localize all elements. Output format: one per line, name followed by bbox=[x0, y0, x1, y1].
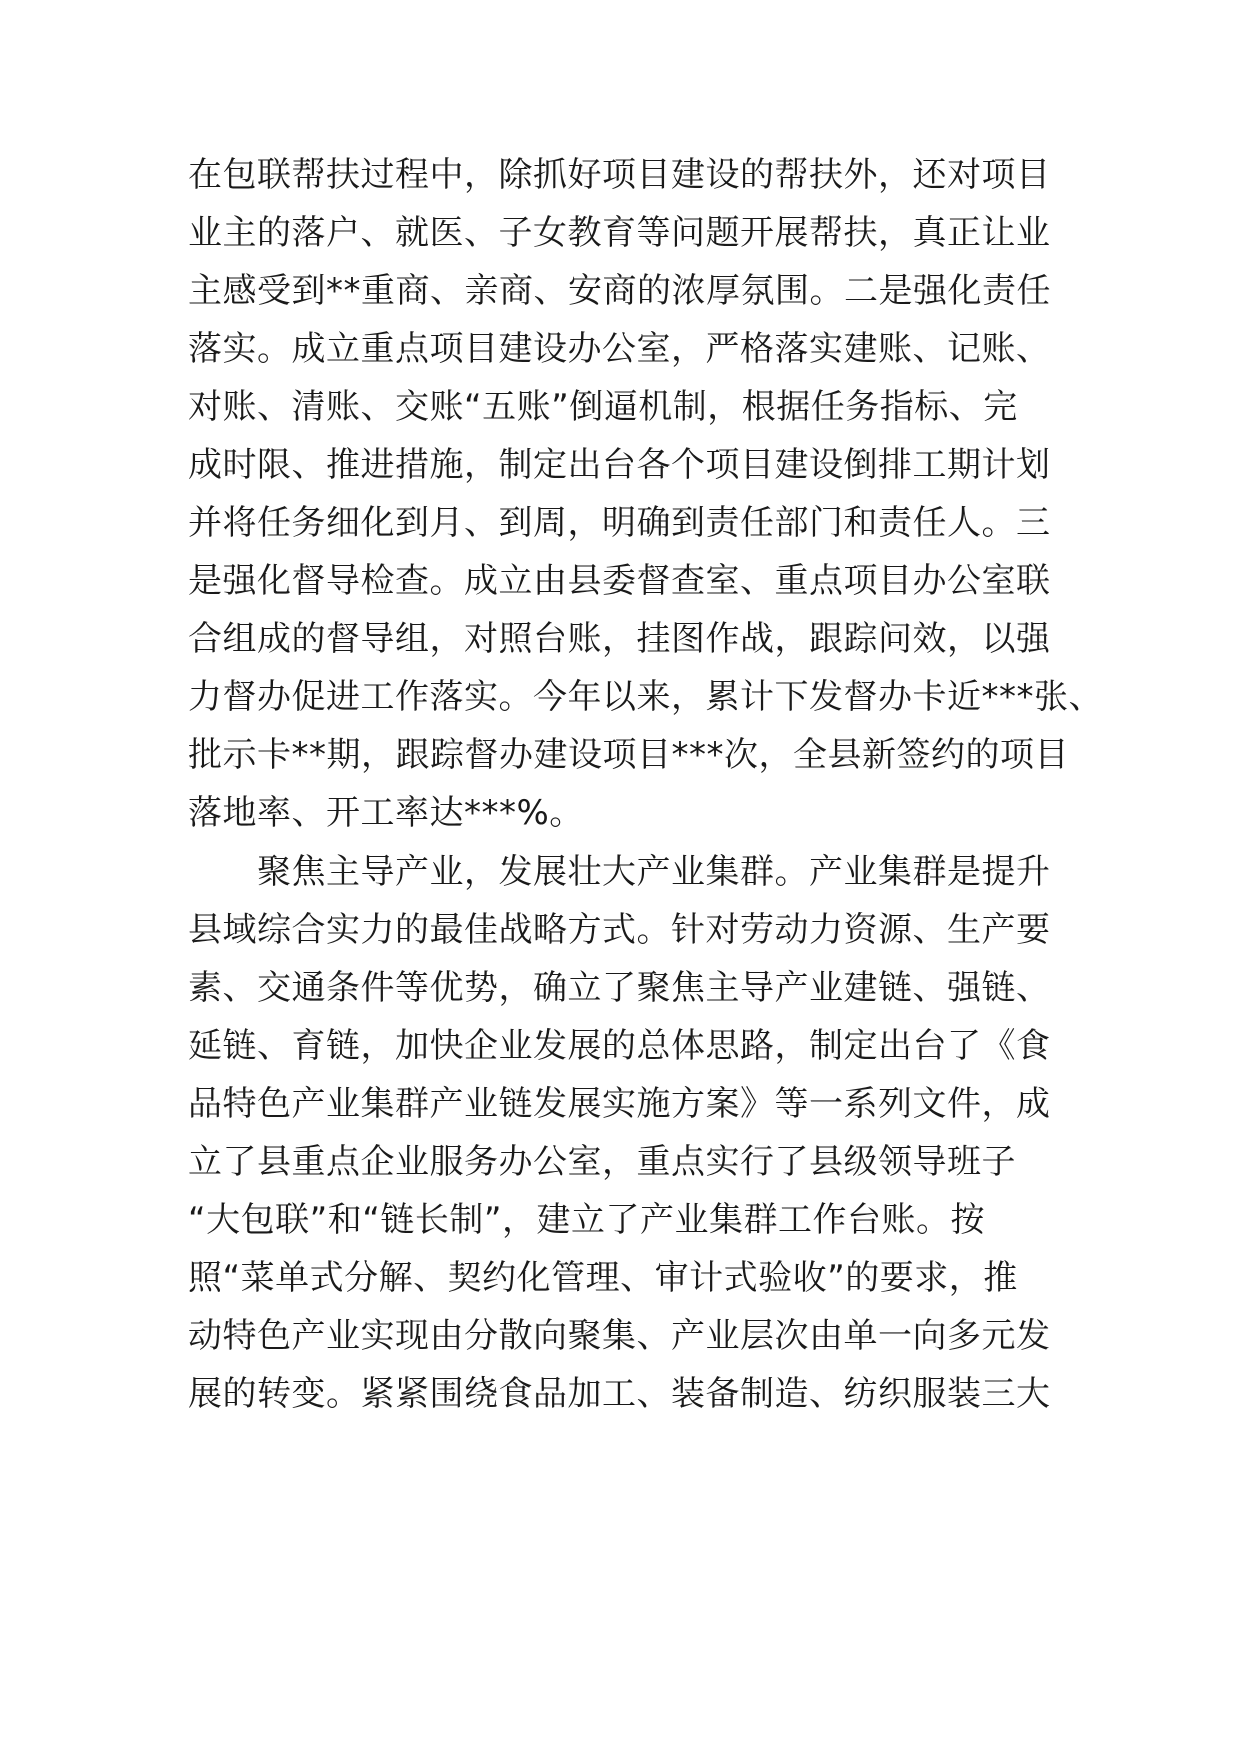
text-line: 业主的落户、就医、子女教育等问题开展帮扶，真正让业 bbox=[188, 213, 1051, 253]
text-line: 合组成的督导组，对照台账，挂图作战，跟踪问效，以强 bbox=[188, 619, 1051, 659]
text-line: 素、交通条件等优势，确立了聚焦主导产业建链、强链、 bbox=[188, 968, 1051, 1008]
text-line: 批示卡**期，跟踪督办建设项目***次，全县新签约的项目 bbox=[188, 735, 1069, 775]
text-line: 立了县重点企业服务办公室，重点实行了县级领导班子 bbox=[188, 1142, 1016, 1182]
text-line: 聚焦主导产业，发展壮大产业集群。产业集群是提升 bbox=[188, 852, 1051, 892]
text-line: 力督办促进工作落实。今年以来，累计下发督办卡近***张、 bbox=[188, 677, 1103, 717]
text-line: 照“菜单式分解、契约化管理、审计式验收”的要求，推 bbox=[188, 1258, 1018, 1298]
text-line: 并将任务细化到月、到周，明确到责任部门和责任人。三 bbox=[188, 503, 1051, 543]
text-line: 落地率、开工率达***%。 bbox=[188, 793, 584, 833]
text-line: 动特色产业实现由分散向聚集、产业层次由单一向多元发 bbox=[188, 1316, 1051, 1356]
text-line: 品特色产业集群产业链发展实施方案》等一系列文件，成 bbox=[188, 1084, 1051, 1124]
text-line: 成时限、推进措施，制定出台各个项目建设倒排工期计划 bbox=[188, 445, 1051, 485]
text-line: 落实。成立重点项目建设办公室，严格落实建账、记账、 bbox=[188, 329, 1051, 369]
text-line: “大包联”和“链长制”，建立了产业集群工作台账。按 bbox=[188, 1200, 985, 1240]
text-line: 延链、育链，加快企业发展的总体思路，制定出台了《食 bbox=[188, 1026, 1051, 1066]
text-line: 主感受到**重商、亲商、安商的浓厚氛围。二是强化责任 bbox=[188, 271, 1051, 311]
text-line: 是强化督导检查。成立由县委督查室、重点项目办公室联 bbox=[188, 561, 1051, 601]
text-line: 县域综合实力的最佳战略方式。针对劳动力资源、生产要 bbox=[188, 910, 1051, 950]
text-line: 对账、清账、交账“五账”倒逼机制，根据任务指标、完 bbox=[188, 387, 1018, 427]
text-line: 在包联帮扶过程中，除抓好项目建设的帮扶外，还对项目 bbox=[188, 155, 1051, 195]
text-line: 展的转变。紧紧围绕食品加工、装备制造、纺织服装三大 bbox=[188, 1374, 1051, 1414]
